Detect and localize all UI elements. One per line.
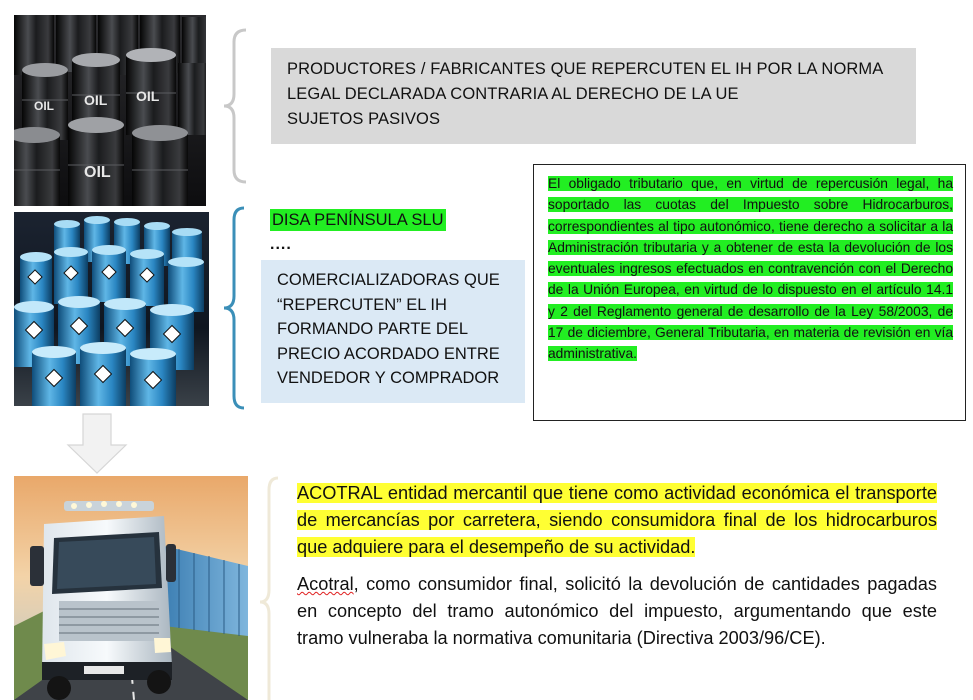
disa-label: DISA PENÍNSULA SLU [272,211,444,229]
acotral-name: Acotral [297,574,354,594]
top-brace [222,28,250,184]
down-arrow-icon [66,413,128,475]
bottom-brace [258,476,282,700]
blue-hazard-barrels-photo [14,212,209,406]
legal-text-box [533,164,966,421]
producers-box [271,48,916,144]
barrel-label: OIL [84,164,111,181]
truck-photo [14,476,248,700]
distributors-line-1: COMERCIALIZADORAS QUE [277,271,500,289]
producers-line-1: PRODUCTORES / FABRICANTES QUE REPERCUTEN EL IH POR LA NORMA [287,60,884,78]
middle-brace [222,206,248,410]
distributors-line-4: PRECIO ACORDADO ENTRE [277,345,500,363]
producers-line-2: LEGAL DECLARADA CONTRARIA AL DERECHO DE LA UE [287,85,739,103]
acotral-description [297,480,937,561]
distributors-box [261,260,525,403]
ellipsis-text: .... [270,236,292,253]
acotral-claim-text: , como consumidor final, solicitó la devolución de cantidades pagadas en concepto del tramo autonómico del impuesto, argumentando que este tramo vulneraba la normativa comunitaria (Directiva 2003/96/CE). [297,574,937,648]
distributors-line-5: VENDEDOR Y COMPRADOR [277,369,500,387]
barrel-label: OIL [34,99,54,113]
acotral-description-text: ACOTRAL entidad mercantil que tiene como actividad económica el transporte de mercancías por carretera, siendo consumidora final de los hidrocarburos que adquiere para el desempeño de su actividad. [297,483,937,557]
legal-paragraph-text: El obligado tributario que, en virtud de repercusión legal, ha soportado las cuotas del Impuesto sobre Hidrocarburos, correspondientes al tipo autonómico, tiene derecho a solicitar a la Administración tributaria y a obtener de esta la devolución de los eventuales ingresos efectuados en contravención con el Derecho de la Unión Europea, en virtud de lo dispuesto en el artículo 14.1 y 2 del Reglamento general de desarrollo de la Ley 58/2003, de 17 de diciembre, General Tributaria, en materia de revisión en vía administrativa. [548,176,953,362]
producers-line-3: SUJETOS PASIVOS [287,110,441,128]
distributors-line-3: FORMANDO PARTE DEL [277,320,468,338]
barrel-label: OIL [136,88,160,104]
acotral-claim [297,571,937,652]
oil-barrels-photo [14,15,206,206]
distributors-line-2: “REPERCUTEN” EL IH [277,296,447,314]
barrel-label: OIL [84,92,108,108]
legal-paragraph [548,173,953,365]
